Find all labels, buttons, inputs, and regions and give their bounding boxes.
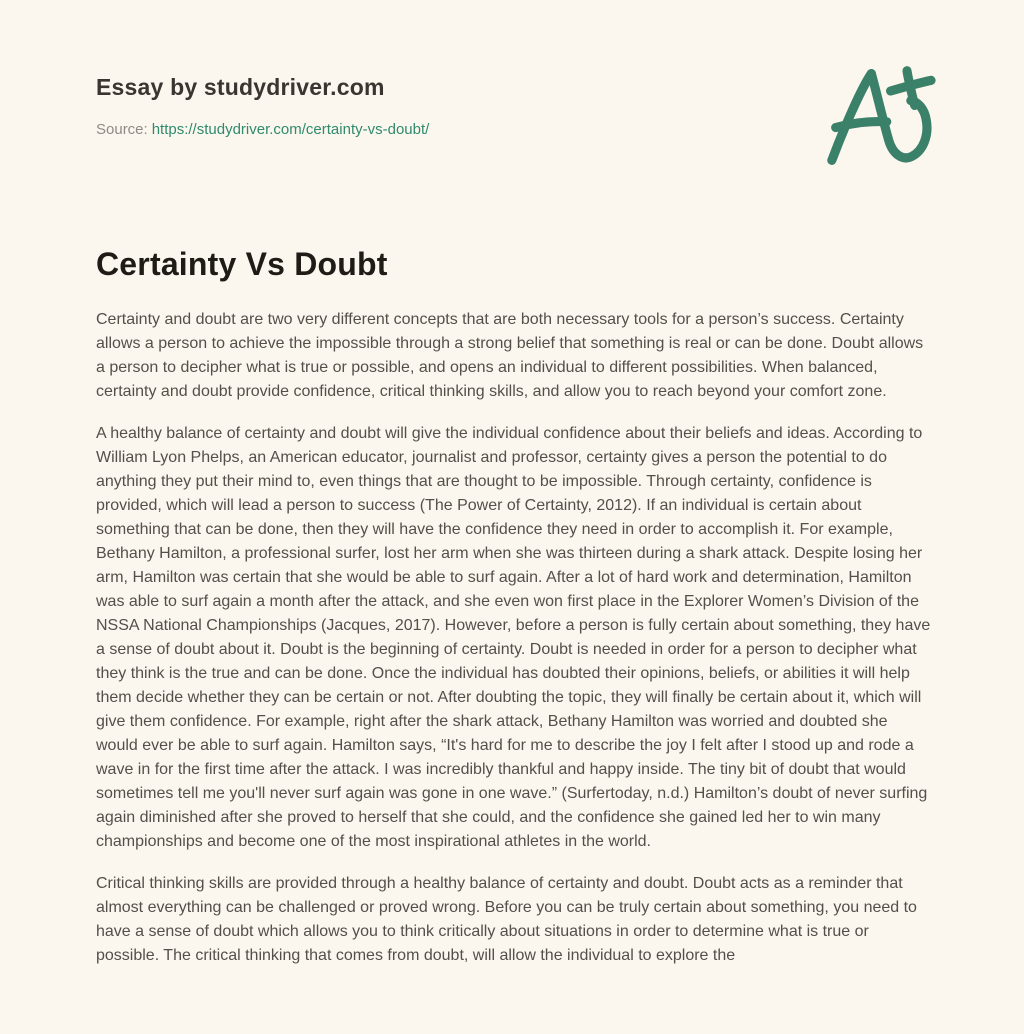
source-link[interactable]: https://studydriver.com/certainty-vs-doubt/ (151, 121, 430, 138)
page-title: Essay by studydriver.com (96, 74, 385, 100)
essay-paragraph-3: Critical thinking skills are provided through a healthy balance of certainty and doubt. Doubt acts as a reminder that almost everything can be challenged or proved wrong. Before you can be truly certain about something, you need to have a sense of doubt which allows you to think critically about situations in order to determine what is true or possible. The critical thinking that comes from doubt, will allow the individual to explore the (96, 875, 917, 964)
essay-body (96, 308, 931, 968)
a-plus-logo-icon (822, 64, 938, 168)
document-header (96, 0, 928, 138)
source-line (96, 121, 928, 138)
essay-title: Certainty Vs Doubt (96, 246, 388, 282)
source-label: Source: (96, 121, 148, 138)
essay-paragraph-2: A healthy balance of certainty and doubt will give the individual confidence about their beliefs and ideas. According to William Lyon Phelps, an American educator, journalist and professor, certainty gives a person the potential to do anything they put their mind to, even things that are thought to be impossible. Through certainty, confidence is provided, which will lead a person to success (The Power of Certainty, 2012). If an individual is certain about something that can be done, then they will have the confidence they need in order to accomplish it. For example, Bethany Hamilton, a professional surfer, lost her arm when she was thirteen during a shark attack. Despite losing her arm, Hamilton was certain that she would be able to surf again. After a lot of hard work and determination, Hamilton was able to surf again a month after the attack, and she even won first place in the Explorer Women’s Division of the NSSA National Championships (Jacques, 2017). However, before a person is fully certain about something, they have a sense of doubt about it. Doubt is the beginning of certainty. Doubt is needed in order for a person to decipher what they think is the true and can be done. Once the individual has doubted their opinions, beliefs, or abilities it will help them decide whether they can be certain or not. After doubting the topic, they will finally be certain about it, which will give them confidence. For example, right after the shark attack, Bethany Hamilton was worried and doubted she would ever be able to surf again. Hamilton says, “It's hard for me to describe the joy I felt after I stood up and rode a wave in for the first time after the attack. I was incredibly thankful and happy inside. The tiny bit of doubt that would sometimes tell me you'll never surf again was gone in one wave.” (Surfertoday, n.d.) Hamilton’s doubt of never surfing again diminished after she proved to herself that she could, and the confidence she gained led her to win many championships and become one of the most inspirational athletes in the world. (96, 425, 931, 850)
essay-paragraph-1: Certainty and doubt are two very different concepts that are both necessary tools for a person’s success. Certainty allows a person to achieve the impossible through a strong belief that something is real or can be done. Doubt allows a person to decipher what is true or possible, and opens an individual to different possibilities. When balanced, certainty and doubt provide confidence, critical thinking skills, and allow you to reach beyond your comfort zone. (96, 311, 924, 400)
